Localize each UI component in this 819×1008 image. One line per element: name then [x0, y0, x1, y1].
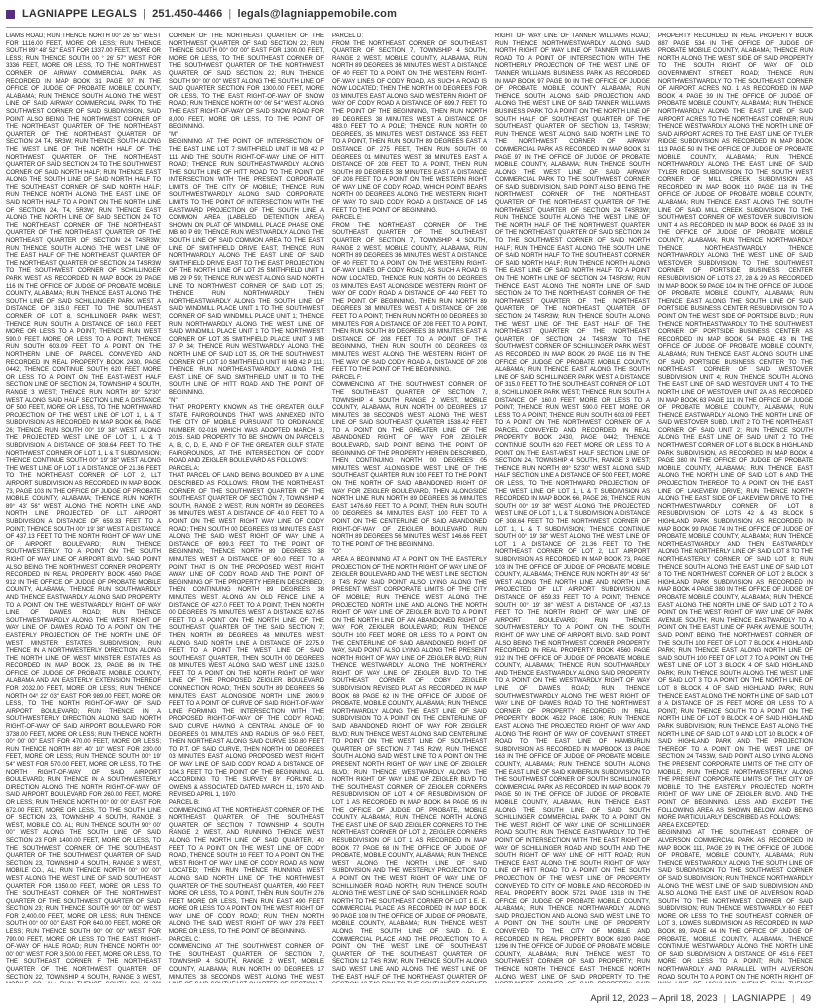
- footer-separator-2: |: [791, 993, 795, 1004]
- page-footer: [590, 993, 811, 1004]
- header-phone: 251.450-4466: [152, 8, 223, 20]
- legal-notice-columns: [6, 33, 813, 983]
- footer-publication: LAGNIAPPE: [732, 993, 786, 1004]
- header-publication: LAGNIAPPE LEGALS: [22, 8, 138, 20]
- header-rule: [6, 27, 813, 28]
- legal-column-4: RIGHT OF WAY LINE OF TANNER WILLIAMS ROAD; RUN THENCE NORTHWESTWARDLY ALONG SAID NORTH RIGHT OF WAY LINE OF TANNER WILLIAMS ROAD TO A POINT OF INTERSECTION WITH THE NORTHERLY PROJECTION OF THE WEST LINE OF TANNER WILLIAMS BUSINESS PARK AS RECORDED IN MAP BOOK 97 PAGE 90 IN THE OFFICE OF JUDGE OF PROBATE MOBILE COUNTY ALABAMA; RUN THENCE SOUTH ALONG SAID PROJECTION AND ALONG THE WEST LINE OF SAID TANNER WILLIAMS BUSINESS PARK TO A POINT ON THE NORTH LINE OF SOUTH HALF OF SOUTHEAST QUARTER OF THE SOUTHEAST QUARTER OF SECTION 13, T4SR3W; RUN THENCE WEST ALONG SAID NORTH LINE TO THE NORTHWEST CORNER OF AIRWAY COMMERCIAL PARK AS RECORDED IN MAP BOOK 31 PAGE 97 IN THE OFFICE OF JUDGE OF PROBATE MOBILE COUNTY, ALABAMA; RUN THENCE SOUTH ALONG THE WEST LINE OF SAID AIRWAY COMMERCIAL PARK TO THE SOUTHWEST CORNER OF SAID SUBDIVISION, SAID POINT ALSO BEING THE NORTHWEST CORNER OF THE NORTHEAST QUARTER OF THE NORTHEAST QUARTER OF THE NORTHWEST QUARTER OF SECTION 24 T4SR3W; RUN THENCE SOUTH ALONG THE WEST LINE OF THE NORTH HALF OF THE NORTHWEST QUARTER OF THE NORTHEAST QUARTER OF SAID SECTION 24 TO THE SOUTHWEST CORNER OF SAID NORTH HALF; RUN THENCE EAST ALONG THE SOUTH LINE OF SAID NORTH HALF TO THE SOUTHEAST CORNER OF SAID NORTH HALF; RUN THENCE NORTH ALONG THE EAST LINE OF SAID NORTH HALF TO A POINT ON THE NORTH LINE OF SECTION 24 T4SR3W; RUN THENCE EAST ALONG THE NORTH LINE OF SAID SECTION 24 TO THE NORTHEAST CORNER OF THE NORTHWEST QUARTER OF THE NORTHEAST QUARTER OF THE NORTHEAST QUARTER OF SECTION 24 T4SR3W; RUN THENCE SOUTH ALONG THE WEST LINE OF THE EAST HALF OF THE NORTHEAST QUARTER OF THE NORTHEAST QUARTER OF SECTION 24 T4SR3W TO THE SOUTHWEST CORNER OF SCHILLINGER PARK WEST AS RECORDED IN MAP BOOK 29 PAGE 116 IN THE OFFICE OF JUDGE OF PROBATE MOBILE COUNTY, ALABAMA; RUN THENCE EAST ALONG THE SOUTH LINE OF SAID SCHILLINGER PARK WEST A DISTANCE OF 315.0 FEET TO THE SOUTHEAST CORNER OF LOT 8, SCHILLINGER PARK WEST; THENCE RUN SOUTH A DISTANCE OF 160.0 FEET MORE OR LESS TO A POINT; THENCE RUN WEST 590.0 FEET MORE OR LESS TO A POINT; THENCE RUN SOUTH 603.09 FEET TO A POINT ON THE NORTHWEST CORNER OF A PARCEL CONVEYED AND RECORDED IN REAL PROPERTY BOOK 2430, PAGE 0442; THENCE CONTINUE SOUTH 620 FEET MORE OR LESS TO A POINT ON THE EAST-WEST HALF SECTION LINE OF SECTION 24, TOWNSHIP 4 SOUTH, RANGE 3 WEST; THENCE RUN NORTH 89° 52'30" WEST ALONG SAID HALF SECTION LINE A DISTANCE OF 500 FEET, MORE OR LESS, TO THE NORTHWARD PROJECTION OF THE WEST LINE OF LOT 1, L & T SUBDIVISION AS RECORDED IN MAP BOOK 66, PAGE 26; THENCE RUN SOUTH 00° 19' 38" WEST ALONG THE PROJECTED WEST LINE OF LOT 1, L & T SUBDIVISION A DISTANCE OF 308.64 FEET TO THE NORTHWEST CORNER OF LOT 1, L & T SUBDIVISION; THENCE CONTINUE SOUTH 00° 19' 38" WEST ALONG THE WEST LINE OF LOT 1 A DISTANCE OF 21.36 FEET TO THE NORTHEAST CORNER OF LOT 2, LLT AIRPORT SUBDIVISION AS RECORDED IN MAP BOOK 73, PAGE 103 IN THE OFFICE OF JUDGE OF PROBATE MOBILE COUNTY, ALABAMA; THENCE RUN NORTH 89° 43' 56" WEST ALONG THE NORTH LINE AND NORTH LINE PROJECTED OF LLT AIRPORT SUBDIVISION A DISTANCE OF 659.33 FEET TO A POINT; THENCE SOUTH 00° 19' 38" WEST A DISTANCE OF ,437.13 FEET TO THE NORTH RIGHT OF WAY LINE OF AIRPORT BOULEVARD; RUN THENCE SOUTHWESTERLY TO A POINT ON THE SOUTH RIGHT OF WAY LINE OF AIRPORT BLVD. SAID POINT ALSO BEING THE NORTHWEST CORNER PROPERTY RECORDED IN REAL PROPERTY BOOK 4560 PAGE 912 IN THE OFFICE OF JUDGE OF PROBATE MOBILE COUNTY, ALABAMA; THENCE RUN SOUTHWARDLY AND THENCE EASTWARDLY ALONG SAID PROPERTY TO A POINT ON THE WESTWARDLY RIGHT OF WAY LINE OF DAWES ROAD; RUN THENCE SOUTHWESTWARDLY ALONG THE WEST RIGHT OF WAY LINE OF DAWES ROAD TO THE NORTHWEST CORNER OF PROPERTY RECORDED IN REAL PROPERTY BOOK 4522 PAGE 1806; RUN THENCE EAST ALONG THE PROJECTED RIGHT OF WAY AND ALONG THE RIGHT OF WAY OF COVENANT STREET ROAD TO THE EAST LINE OF HAMBURLIN SUBDIVISION AS RECORDED IN MAPBOOK 13 PAGE 163 IN THE OFFICE OF JUDGE OF PROBATE MOBILE COUNTY, ALABAMA; RUN THENCE SOUTH ALONG THE EAST LINE OF SAID KIMBERLIN SUBDIVISION TO THE SOUTHWEST CORNER OF SOUTH SCHILLINGER COMMERCIAL PARK AS RECORDED IN MAP BOOK 79 PAGE 50 IN THE OFFICE OF JUDGE OF PROBATE MOBILE COUNTY, ALABAMA; RUN THENCE EAST ALONG THE SOUTH LINE OF SAID SOUTH SCHILLINGER COMMERCIAL PARK TO A POINT ON THE WEST RIGHT OF WAY LINE OF SCHILLINGER ROAD SOUTH; RUN THENCE EASTWARDLY TO THE POINT OF INTERSECTION WITH THE EAST RIGHT OF WAY OF SCHILLINGER ROAD AND SOUTH AND THE SOUTH RIGHT OF WAY LINE OF HITT ROAD; RUN THENCE EAST ALONG THE SOUTH RIGHT OF WAY LINE OF HITT ROAD TO A POINT ON THE SOUTH PROJECTION OF THE WEST LINE OF PROPERTY CONVEYED TO CITY OF MOBILE AND RECORDED IN REAL PROPERTY BOOK 5721 PAGE 1318 IN THE OFFICE OF JUDGE OF PROBATE MOBILE COUNTY, ALABAMA; RUN THENCE NORTHWARDLY ALONG SAID PROJECTION AND ALONG SAID WEST LINE TO A POINT ON THE SOUTH LINE OF PROPERTY CONVEYED TO THE CITY OF MOBILE AND RECORDED IN REAL PROPERTY BOOK 6280 PAGE 1296 IN THE OFFICE OF JUDGE OF PROBATE MOBILE COUNTY, ALABAMA; RUN THENCE WEST TO SOUTHWEST CORNER OF SAID PROPERTY; RUN THENCE NORTH THENCE EAST THENCE NORTH ALONG WEST LINE OF SAID PROPERTY TO THE: [495, 33, 650, 981]
- brand-square-icon: [6, 10, 15, 19]
- footer-date-range: April 12, 2023 – April 18, 2023: [590, 993, 718, 1004]
- footer-separator: |: [723, 993, 727, 1004]
- header-separator-2: |: [228, 8, 232, 20]
- page-header: [0, 0, 819, 28]
- legal-column-5: PROPERTY RECORDED IN REAL PROPERTY BOOK 887 PAGE 534 IN THE OFFICE OF JUDGE OF PROBATE MOBILE COUNTY, ALABAMA; THENCE RUN NORTH ALONG THE WEST SIDE OF SAID PROPERTY TO THE SOUTH RIGHT OF WAY OF OLD GOVERNMENT STREET ROAD; THENCE RUN NORTHWESTWARDLY TO THE SOUTHEAST CORNER OF AIRPORT ACRES NO. 1 AS RECORDED IN MAP BOOK 4 PAGE 39 IN THE OFFICE OF JUDGE OF PROBATE MOBILE COUNTY, ALABAMA; RUN THENCE NORTHWARDLY ALONG THE EAST LINE OF SAID AIRPORT ACRES TO THE NORTHEAST CORNER; RUN THENCE WESTWARDLY ALONG THE NORTH LINE OF SAID AIRPORT ACRES TO THE EAST LINE OF TYLER RIDGE SUBDIVISION AS RECORDED IN MAP BOOK 113 PAGE 50 IN THE OFFICE OF JUDGE OF PROBATE MOBILE COUNTY, ALABAMA; RUN THENCE NORTHWARDLY ALONG THE EAST LINE OF SAID TYLER RIDGE SUBDIVISION TO THE SOUTH WEST CORNER OF MILL CREEK SUBDIVISION AS RECORDED IN MAP BOOK 110 PAGE 118 IN THE OFFICE OF JUDGE OF PROBATE MOBILE COUNTY, ALABAMA; RUN THENCE EAST ALONG THE SOUTH LINE OF SAID MILL CREEK SUBDIVISION TO THE SOUTHWEST CORNER OF WESTOVER SUBDIVISION UNIT 4 AS RECORDED IN MAP BOOK 66 PAGE 33 IN THE OFFICE OF JUDGE OF PROBATE MOBILE COUNTY, ALABAMA; RUN THENCE NORTHWARDLY THENCE NORTHEASTWARDLY THENCE NORTHWARDLY ALONG THE WEST LINE OF SAID WESTOVER SUBDIVISION TO THE SOUTHWEST CORNER OF PORTSIDE BUSINESS CENTER RESUBDIVISION OF LOTS 27, 28 & 29 AS RECORDED IN MAP BOOK 59 PAGE 104 IN THE OFFICE OF JUDGE OF PROBATE MOBILE COUNTY, ALABAMA; RUN THENCE EAST ALONG THE SOUTH LINE OF SAID PORTSIDE BUSINESS CENTER RESUBDIVISION TO A POINT ON THE WEST SIDE OF PORTSIDE BLVD.; RUN THENCE NORTHEASTWARDLY TO THE SOUTHWEST CORNER OF PORTSIDE BUSINESS CENTER AS RECORDED IN MAP BOOK 54 PAGE 43 IN THE OFFICE OF JUDGE OF PROBATE MOBILE COUNTY, ALABAMA; RUN THENCE EAST ALONG SOUTH LINE OF SAID PORTSIDE BUSINESS CENTER TO THE NORTHEAST CORNER OF SAID WESTOVER SUBDIVISION UNIT 4; RUN THENCE SOUTH ALONG THE EAST LINE OF SAID WESTOVER UNIT 4 TO THE NORTH LINE OF WESTOVER UNIT 2A AS RECORDED IN MAP BOOK 63 PAGE 111 IN THE OFFICE OF JUDGE OF PROBATE MOBILE COUNTY, ALABAMA; RUN THENCE EASTWARDLY ALONG THE NORTH LINE OF SAID WESTOVER SUBD. UNIT 2 TO THE NORTHEAST CORNER OF SAID UNIT 2; RUN THENCE SOUTH ALONG THE EAST LINE OF SAID UNIT 2 TO THE NORTHWEST CORNER OF LOT 6 BLOCK B HIGHLAND PARK SUBDIVISION, AS RECORDED IN MAP BOOK 4 PAGE 380 IN THE OFFICE OF JUDGE OF PROBATE MOBILE COUNTY, ALABAMA; RUN THENCE EAST ALONG THE NORTH LINE OF SAID LOT 6 AND THE PROJECTION THEREOF TO A POINT ON THE EAST LINE OF LAKEVIEW DRIVE; RUN THENCE NORTH ALONG THE EAST SIDE OF LAKEVIEW DRIVE TO THE NORTHWESTWARDLY CORNER OF LOT 8 RESUBDIVISION OF LOTS 42 & 43 BLOCK 5 HIGHLAND PARK SUBDIVISION AS RECORDED IN MAP BOOK 99 PAGE 74 IN THE OFFICE OF JUDGE OF PROBATE MOBILE COUNTY, ALABAMA; RUN THENCE NORTHEASTWARDLY AND THEN EASTWARDLY ALONG THE NORTHERLY LINE OF SAID LOT 8 TO THE NORTHEASTERLY CORNER OF SAID LOT 8; RUN THENCE SOUTH ALONG THE EAST LINE OF SAID LOT 8 TO THE NORTHWEST CORNER OF LOT 2 BLOCK 3 HIGHLAND PARK SUBDIVISION AS RECORDED IN MAP BOOK 4 PAGE 380 IN THE OFFICE OF JUDGE OF PROBATE MOBILE COUNTY, ALABAMA; RUN THENCE EAST ALONG THE NORTH LINE OF SAID LOT 2 TO A POINT ON THE WEST RIGHT OF WAY LINE OF PARK AVENUE SOUTH; RUN THENCE EASTWARDLY TO A POINT ON THE EAST LINE OF PARK AVENUE SOUTH; SAID POINT BEING THE NORTHWEST CORNER OF THE SOUTH 100 FEET OF LOT 7 BLOCK 4 HIGHLAND PARK; RUN THENCE EAST ALONG NORTH LINE OF SAID SOUTH 100 FEET OF LOT 7 TO A POINT ON THE WEST LINE OF LOT 3 BLOCK 4 OF SAID HIGHLAND PARK; RUN THENCE SOUTH ALONG THE WEST LINE OF SAID LOT 3 TO A POINT ON THE NORTH LINE OF LOT 8 BLOCK 4 OF SAID HIGHLAND PARK; RUN THENCE EAST ALONG THE NORTH LINE OF SAID LOT 8 A DISTANCE OF 25 FEET MORE OR LESS TO A POINT; RUN THENCE SOUTH TO A POINT ON THE NORTH LINE OF LOT 9 BLOCK 4 OF SAID HIGHLAND PARK SUBDIVISION; RUN THENCE EAST ALONG THE NORTH LINE OF SAID LOT 9 AND LOT 10 BLOCK 4 OF SAID HIGHLAND PARK AND THE PROJECTION THEREOF TO A POINT ON THE WEST LINE OF SECTION 24 T4S3W, SAID POINT ALSO LYING ALONG THE PRESENT CORPORATE LIMITS OF THE CITY OF MOBILE; RUN THENCE NORTHWESTERLY ALONG THE PRESENT CORPORATE LIMITS OF THE CITY OF MOBILE TO THE EASTERLY PROJECTED NORTH RIGHT OF WAY LINE OF ZEIGLER BLVD. AND THE POINT OF BEGINNING. LESS AND EXCEPT THE FOLLOWING AREA AS SHOWN BELOW AND BEING MORE PARTICULARLY DESCRIBED AS FOLLOWS: AREA EXCEPTED: BEGINNING AT THE SOUTHEAST CORNER OF ALVERSON COMMERCIAL PARK AS RECORDED IN MAP BOOK 111, PAGE 29 IN THE OFFICE OF JUDGE OF PROBATE, MOBILE COUNTY, ALABAMA; RUN THENCE WESTWARDLY ALONG THE SOUTH LINE OF SAID SUBDIVISION TO THE SOUTHWEST CORNER OF SAID SUBDIVISION; RUN THENCE NORTHWARDLY ALONG THE WEST LINE OF SAID SUBDIVISION AND ALSO ALONG THE EAST LINE OF ALVERSON ROAD SOUTH TO THE NORTHWEST CORNER OF SAID SUBDIVISION; RUN THENCE WESTWARDLY 60 FEET MORE OR LESS TO THE SOUTHEAST CORNER OF LOT 3, LOWES SUBDIVISION AS RECORDED IN MAP BOOK 89, PAGE 44 IN THE OFFICE OF JUDGE OF PROBATE, MOBILE COUNTY, ALABAMA; THENCE CONTINUE WESTWARDLY ALONG THE NORTH LINE OF SAID SUBDIVISION A DISTANCE OF 451.6 FEET MORE OR LESS TO A POINT; RUN THENCE NORTHWARDLY AND PARALLEL WITH ALVERSON ROAD SOUTH TO A POINT ON THE NORTH RIGHT OF: [658, 33, 813, 981]
- header-text: [22, 8, 397, 20]
- header-email[interactable]: legals@lagniappemobile.com: [237, 8, 398, 20]
- legal-column-3: PARCEL D: FROM THE NORTHEAST CORNER OF SOUTHEAST QUARTER OF SECTION 7, TOWNSHIP 4 SOUTH, RANGE 2 WEST, MOBILE COUNTY, ALABAMA, RUN NORTH 89 DEGREES 36 MINUTES WEST A DISTANCE OF 40 FEET TO A POINT ON THE WESTERN RIGHT-OF-WAY LINES OF CODY ROAD, AS SUCH A ROAD IS NOW LOCATED; THEN THE NORTH 00 DEGREES FOR 03 MINUTES EAST ALONG SAID WESTERN RIGHT OF WAY OF CODY ROAD A DISTANCE OF 699.7 FEET TO THE POINT OF THE BEGINNING, THEN RUN NORTH 89 DEGREES 38 MINUTES WEST A DISTANCE OF 483.0 FEET TO A POLE; THENCE RUN NORTH 00 DEGREES, 35 MINUTES WEST DISTANCE 353 FEET TO A POINT, THEN RUN SOUTH 89 DEGREES EAST A DISTANCE OF 275 FEET, THEN RUN SOUTH 00 DEGREES 01 MINUTES WEST 38 MINUTES EAST A DISTANCE OF 208 FEET TO A POINT, THEN RUN SOUTH 89 DEGREES 38 MINUTES EAST A DISTANCE OF 208 FEET TO A POINT ON THE WESTERN RIGHT OF WAY LINE OF CODY ROAD, WHICH POINT BEARS NORTH 00 DEGREES ALONG THE WESTERN RIGHT OF WAY TO SAID CODY ROAD A DISTANCE OF 145 FEET TO THE POINT OF BEGINNING. PARCEL E: FROM THE NORTHEAST CORNER OF THE SOUTHEAST QUARTER OF THE SOUTHEAST QUARTER OF SECTION 7, TOWNSHIP 4 SOUTH, RANGE 2 WEST, MOBILE COUNTY, ALABAMA, RUN NORTH 89 DEGREES 36 MINUTES WEST A DISTANCE OF 40 FEET TO A POINT ON THE WESTERN RIGHT-OF-WAY LINES OF CODY ROAD, AS SUCH A ROAD IS NOW LOCATED, THENCE RUN NORTH 00 DEGREES 03 MINUTES EAST ALONGSIDE WESTERN RIGHT OF WAY OF CODY ROAD A DISTANCE OF 440 FEET TO THE POINT OF BEGINNING, THEN RUN NORTH 89 DEGREES 38 MINUTES WEST A DISTANCE OF 208 FEET TO A POINT; THEN RUN NORTH 00 DEGREES 30 MINUTES FOR A DISTANCE OF 208 FEET TO A POINT, THEN RUN SOUTH 89 DEGREES 38 MINUTES EAST A DISTANCE OF 208 FEET TO A POINT OF THE BEGINNING, THEN RUN SOUTH 00 DEGREES 03 MINUTES WEST ALONG THE WESTERN RIGHT OF THE WAY OF SAID CODY ROAD A, DISTANCE OF 208 FEET TO THE POINT OF THE BEGINNING. PARCEL F: COMMENCING AT THE SOUTHWEST CORNER OF THE SOUTHEAST QUARTER OF SECTION 7, TOWNSHIP 4 SOUTH RANGE 2 WEST, MOBILE COUNTY, ALABAMA, RUN NORTH 00 DEGREES 17 MINUTES 38 SECONDS WEST ALONG THE WEST LINE OF SAID SOUTHEAST QUARTER 1538.42 FEET TO A POINT ON THE GREATER LINE OF THE ABANDONED RIGHT OF WAY FOR ZEIGLER BOULEVARD, SAID POINT BEING THE POINT OF BEGINNING OF THE PROPERTY HEREIN DESCRIBED, THEN CONTINUING NORTH 00 DEGREES 05 MINUTES WEST ALONGSIDE WEST LINE OF THE SOUTHEAST QUARTER RUN 100 FEET TO THE POINT ON THE NORTH OF SAID ABANDONED RIGHT OF WAY FOR ZEIGLER BOULEVARD, THEN ALONGSIDE NORTH LINE RUN NORTH 89 DEGREES 36 MINUTES EAST 1476.69 FEET TO A POINT, THEN RUN SOUTH 00 DEGREES 84 MINUTES EAST 100 FEET TO A POINT ON THE CENTERLINE OF SAID ABANDONED RIGHT-OF-WAY OF ZEIGLER BOULEVARD RUN NORTH 89 DEGREES 56 MINUTES WEST 146.66 FEET TO THE POINT OF THE BEGINNING. "O" AREA A BEGINNING AT A POINT ON THE EASTERLY PROJECTION OF THE NORTH RIGHT OF WAY LINE OF ZEIGLER BOULEVARD AND THE WEST LINE SECTION 8 T4S R2W SAID POINT ALSO LYING ALONG THE PRESENT WEST CORPORATE LIMITS OF THE CITY OF MOBILE; RUN THENCE WEST ALONG THE PROJECTED NORTH LINE AND ALONG THE NORTH RIGHT OF WAY LINE OF ZEIGLER BLVD TO A POINT ON THE NORTH LINE OF AN ABANDONED RIGHT OF WAY FOR ZEIGLER BOULEVARD; RUN THENCE SOUTH 100 FEET MORE OR LESS TO A POINT ON THE CENTERLINE OF SAID ABANDONED RIGHT OF WAY, SAID POINT ALSO LYING ALONG THE PRESENT NORTH RIGHT OF WAY LINE OF ZEIGLER BLVD; RUN THENCE WESTWARDLY ALONG THE NORTHERLY RIGHT OF WAY LINE OF ZEIGLER BLVD TO THE SOUTHEAST CORNER OF COBY ZEIGLER SUBDIVISION REVISED PLAT AS RECORDED IN MAP BOOK 68 PAGE 62 IN THE OFFICE OF JUDGE OF PROBATE, MOBILE COUNTY, ALABAMA; RUN THENCE NORTHWARDLY ALONG THE EAST LINE OF SAID SUBDIVISION TO A POINT ON THE CENTERLINE OF SAID ABANDONED RIGHT OF WAY FOR ZEIGLER BLVD; RUN THENCE WEST ALONG SAID CENTERLINE TO POINT ON THE WEST LINE OF SOUTHEAST QUARTER OF SECTION 7 T4S R2W; RUN THENCE SOUTH ALONG SAID WEST LINE TO A POINT ON THE PRESENT NORTH RIGHT OF WAY LINE OF ZEIGLER BLVD; RUN THENCE WESTWARDLY ALONG THE NORTH RIGHT OF WAY LINE OF ZEIGLER BLVD TO THE SOUTHEAST CORNER OF ZEIGLER CORNERS RESUBDIVISION OF LOT 4 OF RESUBDIVISION OF LOT 1 AS RECORDED IN MAP BOOK 84 PAGE 95 IN THE OFFICE OF JUDGE OF PROBATE, MOBILE COUNTY ALABAMA; RUN THENCE NORTH ALONG THE EAST LINE OF SAID ZEIGLER CORNERS TO THE NORTHEAST CORNER OF LOT 2, ZEIGLER CORNERS RESUBDIVISION OF LOT 1 AS RECORDED IN MAP BOOK 77 PAGE 68 IN THE OFFICE OF JUDGE OF PROBATE, MOBILE COUNTY, ALABAMA; RUN THENCE WEST ALONG THE NORTH LINE OF SAID SUBDIVISION AND THE WESTERLY PROJECTION TO A POINT ON THE WEST RIGHT OF WAY LINE OF SCHILLINGER ROAD NORTH; RUN THENCE SOUTH ALONG THE WEST LINE OF SAID SCHILLINGER ROAD NORTH TO THE SOUTHEAST CORNER OF LOT 1 E. E. COMMERCIAL PLACE AS RECORDED IN MAP BOOK 90 PAGE 108 IN THE OFFICE OF JUDGE OF PROBATE, MOBILE COUNTY, ALABAMA; RUN THENCE WEST ALONG THE SOUTH LINE OF SAID D. E. COMMERCIAL PLACE AND THE PROJECTION TO A POINT ON THE WEST LINE OF SOUTHEAST QUARTER OF THE SOUTHEAST QUARTER OF SECTION 12 T4S R3W; RUN THENCE SOUTH ALONG SAID WEST LINE AND ALONG THE WEST LINE OF THE EAST HALF OF THE NORTHEAST QUARTER OF: [332, 33, 487, 981]
- legal-column-1: LIAMS ROAD; RUN THENCE NORTH 00° 26' 55" WEST FOR 1116.00 FEET, MORE OR LESS; RUN THENCE SOUTH 89° 48' 52" EAST FOR 1337.00 FEET, MORE OR LESS; RUN THENCE SOUTH 00 ° 26' 57" WEST FOR 3336 FEET, MORE OR LESS, TO THE NORTHWEST CORNER OF AIRWAY COMMERCIAL PARK AS RECORDED IN MAP BOOK 31 PAGE 97 IN THE OFFICE OF JUDGE OF PROBATE MOBILE COUNTY, ALABAMA; RUN THENCE SOUTH ALONG THE WEST LINE OF SAID AIRWAY COMMERCIAL PARK TO THE SOUTHWEST CORNER OF SAID SUBDIVISION, SAID POINT ALSO BEING THE NORTHWEST CORNER OF THE NORTHEAST QUARTER OF THE NORTHEAST QUARTER OF THE NORTHEAST QUARTER OF SECTION 24 T4, 5R3W; RUN THENCE SOUTH ALONG THE WEST LINE OF THE NORTH HALF OF THE NORTHWEST QUARTER OF THE NORTHEAST QUARTER OF SAID SECTION 24 TO THE SOUTHWEST CORNER OF SAID NORTH HALF; RUN THENCE EAST ALONG THE SOUTH LINE OF SAID NORTH HALF TO THE SOUTHEAST CORNER OF SAID NORTH HALF; RUN THENCE NORTH ALONG THE EAST LINE OF SAID NORTH HALF TO A POINT ON THE NORTH LINE OF SECTION 24, T4, 5R3W; RUN THENCE EAST ALONG THE NORTH LINE OF SAID SECTION 24 TO THE NORTHEAST CORNER OF THE NORTHEAST QUARTER OF THE NORTHEAST QUARTER OF THE NORTHEAST QUARTER OF SECTION 24 T4SR3W; RUN THENCE SOUTH ALONG THE WEST LINE OF THE EAST HALF OF THE NORTHEAST QUARTER OF THE NORTHEAST QUARTER OF SECTION 24 T4SR3W TO THE SOUTHWEST CORNER OF SCHILLINGER PARK WEST AS RECORDED IN MAP BOOK 29 PAGE 116 IN THE OFFICE OF JUDGE OF PROBATE MOBILE COUNTY, ALABAMA; RUN THENCE EAST ALONG THE SOUTH LINE OF SAID SCHILLINGER PARK WEST A DISTANCE OF 315.0 FEET TO THE SOUTHEAST CORNER OF LOT 8, SCHILLINGER PARK WEST; THENCE RUN SOUTH A DISTANCE OF 160.0 FEET MORE OR LESS TO A POINT; THENCE RUN WEST 590.0 FEET MORE OR LESS TO A POINT; THENCE RUN SOUTH 603.09 FEET TO A POINT ON THE NORTHERN LINE OF PARCEL CONVEYED AND RECORDED IN REAL PROPERTY BOOK 2430, PAGE 0442; THENCE CONTINUE SOUTH 620 FEET MORE OR LESS TO A POINT ON THE EAST-WEST HALF SECTION LINE OF SECTION 24, TOWNSHIP 4 SOUTH, RANGE 3 WEST; THENCE RUN NORTH 89° 52'30" WEST ALONG SAID HALF SECTION LINE A DISTANCE OF 500 FEET, MORE OR LESS, TO THE NORTHWARD PROJECTION OF THE WEST LINE OF LOT 1, L & T SUBDIVISION AS RECORDED IN MAP BOOK 66, PAGE 26; THENCE RUN SOUTH 00° 19' 38" WEST ALONG THE PROJECTED WEST LINE OF LOT 1, L & T SUBDIVISION A DISTANCE OF 308.64 FEET TO THE NORTHWEST CORNER OF LOT 1, L & T SUBDIVISION; THENCE CONTINUE SOUTH 00° 19' 38" WEST ALONG THE WEST LINE OF LOT 1 A DISTANCE OF 21.36 FEET TO THE NORTHEAST CORNER OF LOT 2, LLT AIRPORT SUBDIVISION AS RECORDED IN MAP BOOK 73, PAGE 103 IN THE OFFICE OF JUDGE OF PROBATE MOBILE COUNTY, ALABAMA; THENCE RUN NORTH 89° 43' 56" WEST ALONG THE NORTH LINE AND NORTH LINE PROJECTED OF LLT AIRPORT SUBDIVISION A DISTANCE OF 659.33 FEET TO A POINT; THENCE SOUTH 00° 19' 38" WEST A DISTANCE OF 437.13 FEET TO THE NORTH RIGHT OF WAY LINE OF AIRPORT BOULEVARD; RUN THENCE SOUTHWESTERLY TO A POINT ON THE SOUTH RIGHT OF WAY LINE OF AIRPORT BLVD. SAID POINT ALSO BEING THE NORTHWEST CORNER PROPERTY RECORDED IN REAL PROPERTY BOOK 4560 PAGE 912 IN THE OFFICE OF JUDGE OF PROBATE MOBILE COUNTY, ALABAMA; THENCE RUN SOUTHWARDLY AND THENCE EASTWARDLY ALONG SAID PROPERTY TO A POINT ON THE WESTWARDLY RIGHT OF WAY LINE OF DAWES ROAD; RUN THENCE SOUTHWESTWARDLY ALONG THE WEST RIGHT OF WAY LINE OF DAWES ROAD TO A POINT ON THE EASTERLY PROJECTION OF THE NORTH LINE OF WEST MINSTER ESTATES SUBDIVISION; RUN THENCE IN A NORTHWESTERLY DIRECTION ALONG THE NORTH LINE OF WEST MINSTER ESTATES AS RECORDED IN MAP BOOK 23, PAGE 86 IN THE OFFICE OF JUDGE OF PROBATE MOBILE COUNTY, ALABAMA AND AN EASTERLY EXTENSION THEREOF FOR 2032.00 FEET, MORE OR LESS; RUN THENCE NORTH 04° 22' 03" EAST FOR 989.00 FEET, MORE OR LESS, TO THE NORTH RIGHT-OF-WAY OF SAID AIRPORT BOULEVARD; RUN THENCE IN A SOUTHWESTERLY DIRECTION ALONG SAID NORTH RIGHT-OF-WAY OF SAID AIRPORT BOULEVARD FOR 3738.00 FEET, MORE OR LESS; RUN THENCE NORTH 00° 00' 00" EAST FOR 470.00 FEET, MORE OR LESS; RUN THENCE NORTH 88° 40' 10" WEST FOR 230.00 FEET, MORE OR LESS; RUN THENCE SOUTH 00° 19' 54" WEST FOR 570.00 FEET, MORE OR LESS, TO THE NORTH RIGHT-OF-WAY OF SAID AIRPORT BOULEVARD; RUN THENCE IN A SOUTHWESTERLY DIRECTION ALONG THE NORTH RIGHT-OF-WAY OF SAID AIRPORT BOULEVARD FOR 260.00 FEET, MORE OR LESS; RUN THENCE NORTH 00° 00' 00" EAST FOR 672.00 FEET, MORE OR LESS, TO THE SOUTH LINE OF SECTION 23, TOWNSHIP 4 SOUTH, RANGE 3 WEST, MOBILE CO. AL; RUN THENCE SOUTH 90° 00' 00" WEST ALONG THE SOUTH LINE OF SAID SECTION 23 FOR 1400.00 FEET, MORE OR LESS, TO THE SOUTHWEST CORNER OF THE SOUTHEAST QUARTER OF THE SOUTHWEST QUARTER OF SAID SECTION 23, TOWNSHIP 4 SOUTH, RANGE 3 WEST, MOBILE CO., AL; RUN THENCE NORTH 00° 00' 00" WEST ALONG THE WEST LINE OF SAID SOUTHEAST QUARTER FOR 1350.00 FEET, MORE OR LESS TO THE SOUTHEAST CORNER OF THE NORTHWEST QUARTER OF THE SOUTHWEST QUARTER OF SAID SECTION 23; RUN THENCE SOUTH 90° 00' 00" WEST FOR 2,400.00 FEET, MORE OR LESS; RUN THENCE SOUTH 00° 00' 00" EAST FOR 640.00 FEET, MORE OR LESS; RUN THENCE SOUTH 90° 00' 00" WEST FOR 790.00 FEET, MORE OR LESS TO THE EAST RIGHT-OF-WAY OF HALE ROAD; RUN THENCE NORTH 00° 00' 00" WEST FOR 3,500.00 FEET, MORE OR LESS, TO THE SOUTHEAST CORNER F THE NORTHEAST QUARTER OF THE NORTHWEST QUARTER OF SECTION 22, TOWNSHIP 4 SOUTH, RANGE 3 WEST,: [6, 33, 161, 981]
- legal-column-2: CORNER OF THE NORTHEAST QUARTER OF THE NORTHWEST QUARTER OF SAID SECTION 22; RUN THENCE SOUTH 00° 00' 00" EAST FOR 1300.00 FEET, MORE OR LESS, TO THE SOUTHEAST CORNER OF THE SOUTHWEST QUARTER OF THE NORTHWEST QUARTER OF SAID SECTION 22; RUN THENCE SOUTH 90° 00' 00" WEST ALONG THE SOUTH LINE OF SAID QUARTER SECTION FOR 1300.00 FEET, MORE OR LESS, TO THE EAST RIGHT-OF-WAY OF SNOW ROAD; RUN THENCE NORTH 00° 06' 54" WEST ALONG THE EAST RIGHT-OF-WAY OF SAID SNOW ROAD FOR 8,000 FEET, MORE OR LESS, TO THE POINT OF BEGINNING. "M" BEGINNING AT THE POINT OF INTERSECTION OF THE EAST LINE LOT 7 SMITHFIELD UNIT III MB 42 P 111 AND THE SOUTH RIGHT-OF-WAY LINE OF HITT ROAD; THENCE RUN SOUTHEASTWARDLY ALONG THE SOUTH LINE OF HITT ROAD TO THE POINT OF INTERSECTION WITH THE PRESENT CORPORATE LIMITS OF THE CITY OF MOBILE; THENCE RUN SOUTHWESTWARDLY ALONG SAID CORPORATE LIMITS TO THE POINT OF INTERSECTION WITH THE EASTWARD PROJECTION OF THE SOUTH LINE A COMMON AREA (LABELED DETENTION AREA) SHOWN ON PLAT OF WINDMILL PLACE PHASE ONE MB 60 P 69; THENCE RUN WESTWARDLY ALONG THE SOUTH LINE OF SAID COMMON AREA TO THE EAST LINE OF SMITHFIELD DRIVE EAST; THENCE RUN NORTHWARDLY ALONG THE EAST LINE OF SAID SMITHFIELD DRIVE EAST TO THE EAST PROJECTION OF THE NORTH LINE OF LOT 25 SMITHFIELD UNIT 1 MB 29 P 59; THENCE RUN WEST ALONG SAID NORTH LINE TO NORTHWEST CORNER OF SAID LOT 25; THENCE RUN NORTHWARDLY THEN NORTHEASTWARDLY ALONG THE SOUTH LINE OF SAID WINDMILL PLACE UNIT 1 TO THE SOUTHWEST CORNER OF SAID WINDMILL PLACE UNIT 1; THENCE RUN NORTHWARDLY ALONG THE WEST LINE OF SAID WINDMILL PLACE UNIT 1 TO THE NORTHWEST CORNER OF LOT 35 SMITHFIELD PLACE UNIT 3 MB 37 P 34; THENCE RUN WESTWARDLY ALONG THE NORTH LINE OF SAID LOT 35, OR THE SOUTHWEST CORNER OF LOT 10 SMITHFIELD UNIT III MB 42 P 111; THENCE RUN NORTHEASTWARDLY ALONG THE EAST LINE OF SAID SMITHFIELD UNIT III TO THE SOUTH LINE OF HITT ROAD AND THE POINT OF BEGINNING. "N" THAT PROPERTY KNOWN AS THE GREATER GULF STATE FAIRGROUNDS THAT WAS ANNEXED INTO THE CITY OF MOBILE PURSUANT TO ORDINANCE NUMBER 02-016 WHICH WAS ADOPTED MARCH 3, 2015. SAID PROPERTY TO BE SHOWN ON PARCELS A, B, C, D, E, AND F OF THE GREATER GULF STATE FAIRGROUNDS, AT THE INTERSECTION OF CODY ROAD AND ZEIGLER BOULEVARD AS FOLLOWS: PARCEL A: THAT PARCEL OF LAND BEING BOUNDED BY A LINE DESCRIBED AS FOLLOWS: FROM THE NORTHEAST CORNER OF THE SOUTHWEST QUARTER OF THE SOUTHEAST QUARTER OF SECTION 7, TOWNSHIP 4 SOUTH, RANGE 2 WEST; RUN NORTH 89 DEGREES 36 MINUTES WEST A DISTANCE OF 40.0 FEET TO A POINT ON THE WEST RIGHT WAY LINE OF CODY ROAD; THEN SOUTH 00 DEGREES 03 MINUTES EAST ALONG THE SAID WEST RIGHT OF WAY LINE A DISTANCE OF 699.3 FEET TO THE POINT OF BEGINNING; THENCE NORTH 89 DEGREES 38 MINUTES WEST A DISTANCE OF 60.0 FEET TO A POINT THAT IS ON THE PROPOSED WEST RIGHT AWAY LINE OF CODY ROAD AND THE POINT OF BEGINNING OF THE PROPERTY HEREIN DESCRIBED; THEN CONTINUING NORTH 89 DEGREES 38 MINUTES WEST ALONG AN OLD FENCE LINE A DISTANCE OF 427.0 FEET TO A POINT; THEN NORTH 00 DEGREES 75 MINUTES WEST A DISTANCE 627.65 FEET TO A POINT ON THE NORTH LINE OF THE SOUTHEAST QUARTER OF THE SAID SECTION 7; THEN NORTH 89 DEGREES 48 MINUTES WEST ALONG SAID NORTH LINE A DISTANCE OF 2275.9 FEET TO A POINT THE WEST LINE OF SAID SOUTHEAST QUARTER, THEN SOUTH 00 DEGREES 08 MINUTES WEST ALONG SAID WEST LINE 1325.0 FEET TO A POINT ON THE NORTH RIGHT OF WAY LINE OF THE PROPOSED ZEIGLER BOULEVARD CONNECTION ROAD; THEN SOUTH 89 DEGREES 56 MINUTES EAST ALONGSIDE NORTH LINE 2609.9 FEET TO A POINT OF CURVE OF SAID RIGHT-OF-WAY LINE FORMING THE INTERSECTION WITH THE PROPOSED RIGHT-OF-WAY OF THE CODY ROAD; SAID CURVE HAVING A CENTRAL ANGLE OF 90 DEGREES 01 MINUTES AND RADIUS OF 96.0 FEET, THEN NORTHEAST ALONG SAID CURVE 150.80 FEET TO P.T. OF SAID CURVE, THEN NORTH 00 DEGREES 03 MINUTES EAST ALONG PROPOSED WEST RIGHT OF WAY LINE OF SAID CODY ROAD A DISTANCE OF 104.3 FEET TO THE POINT OF THE BEGINNING. ALL ACCORDING TO THE SURVEY BY FORLINE D. OWENS & ASSOCIATED DATED MARCH 11, 1970 AND REVISED APRIL 1, 1970 PARCEL B: COMMENCING AT THE NORTHEAST CORNER OF THE NORTHEAST QUARTER OF THE SOUTHEAST QUARTER OF SECTION 7 TOWNSHIP 4 SOUTH RANGE 2 WEST, AND RUNNING THENCE WEST ALONG THE NORTH LINE OF SAID QUARTER, 40 FEET TO A POINT ON THE WEST LINE OF CODY ROAD, THENCE SOUTH 10 FEET TO A POINT ON THE WEST RIGHT OF WAY LINE OF CODY ROAD AS NOW LOCATED; THEN RUN THENCE RUNNING WEST ALONG SAID NORTH LINE OF THE NORTHWEST QUARTER OF THE SOUTHEAST QUARTER, 490 FEET MORE OR LESS, TO A POINT, THEN RUN SOUTH 276 FEET MORE OR LESS, THEN RUN EAST 490 FEET MORE OR LESS TO A POINT ON THE WEST RIGHT OF WAY LINE OF CODY ROAD; RUN THEN NORTH ALONG THE SAID WEST RIGHT OF WAY 278 FEET MORE OR LESS, TO THE POINT OF BEGINNING. PARCEL C: COMMENCING AT THE SOUTHWEST CORNER OF THE SOUTHEAST QUARTER OF SECTION 7, TOWNSHIP 4 SOUTH, RANGE 2 WEST, MOBILE COUNTY, ALABAMA; RUN NORTH 00 DEGREES 17 MINUTES 38 SECONDS WEST ALONG THE WEST: [169, 33, 324, 981]
- page-number: 49: [800, 993, 811, 1004]
- header-separator: |: [143, 8, 147, 20]
